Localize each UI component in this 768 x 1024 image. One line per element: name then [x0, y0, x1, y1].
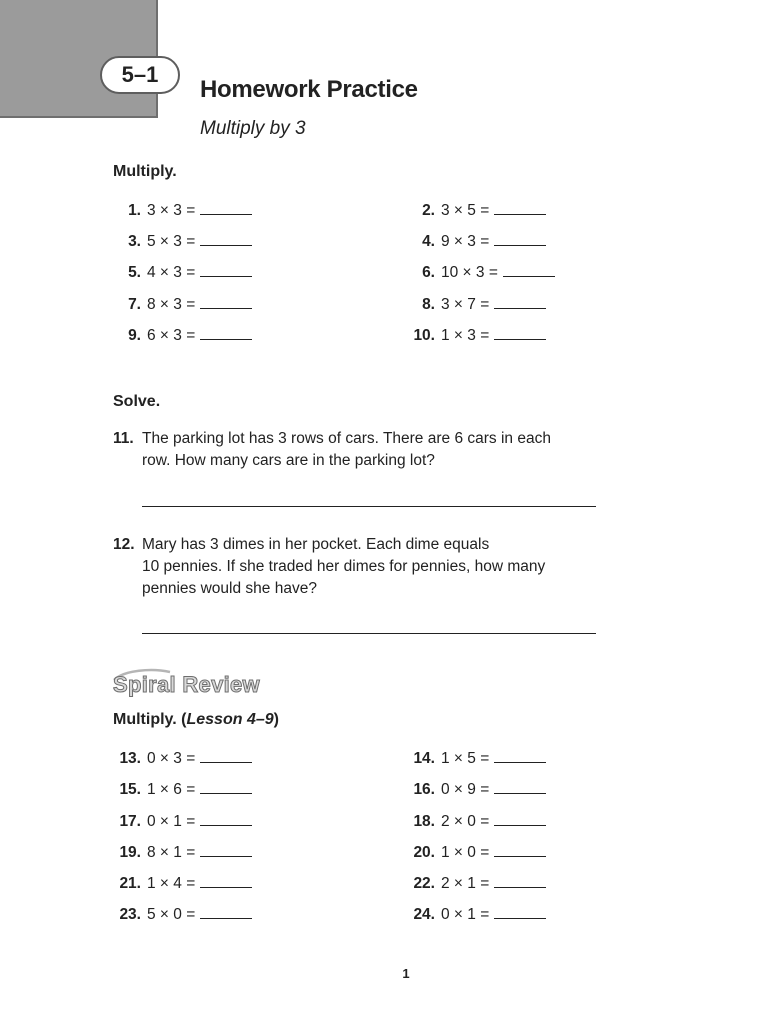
problem-22	[407, 873, 546, 893]
section-label-spiral-multiply	[113, 711, 279, 729]
problem-number: 8.	[422, 296, 435, 313]
problem-5	[113, 262, 252, 282]
problem-expression: 1 × 4 =	[147, 875, 196, 892]
answer-blank[interactable]	[494, 200, 546, 215]
spiral-label-paren-open: (	[176, 711, 187, 728]
problem-number: 18.	[413, 813, 435, 830]
problem-1	[113, 200, 252, 220]
section-label-solve: Solve.	[113, 393, 161, 410]
problem-16	[407, 779, 546, 799]
problem-expression: 10 × 3 =	[441, 264, 498, 281]
problem-13	[113, 748, 252, 768]
answer-blank[interactable]	[200, 231, 252, 246]
answer-blank[interactable]	[494, 748, 546, 763]
problem-expression: 9 × 3 =	[441, 233, 490, 250]
problem-number: 10.	[413, 327, 435, 344]
word-problem-line: 10 pennies. If she traded her dimes for pennies, how many	[142, 558, 546, 575]
problem-number: 24.	[413, 906, 435, 923]
problem-expression: 3 × 5 =	[441, 202, 490, 219]
problem-number: 2.	[422, 202, 435, 219]
lesson-badge: 5–1	[100, 56, 180, 94]
problem-17	[113, 811, 252, 831]
word-problem-line: Mary has 3 dimes in her pocket. Each dime equals	[142, 536, 490, 553]
problem-number: 23.	[119, 906, 141, 923]
problem-number: 15.	[119, 781, 141, 798]
problem-9	[113, 325, 252, 345]
problem-expression: 8 × 1 =	[147, 844, 196, 861]
answer-blank[interactable]	[200, 873, 252, 888]
answer-blank[interactable]	[200, 842, 252, 857]
page-subtitle: Multiply by 3	[200, 118, 306, 139]
problem-number: 19.	[119, 844, 141, 861]
word-problem-line: pennies would she have?	[142, 580, 317, 597]
spiral-label-text: Multiply.	[113, 711, 177, 728]
problem-24	[407, 904, 546, 924]
answer-blank[interactable]	[494, 325, 546, 340]
page-title: Homework Practice	[200, 76, 418, 103]
answer-line-12[interactable]	[142, 633, 596, 634]
spiral-label-paren-close: )	[273, 711, 279, 728]
answer-blank[interactable]	[494, 873, 546, 888]
problem-4	[407, 231, 546, 251]
problem-number: 6.	[422, 264, 435, 281]
problem-expression: 0 × 1 =	[441, 906, 490, 923]
problem-number: 21.	[119, 875, 141, 892]
problem-expression: 5 × 3 =	[147, 233, 196, 250]
lesson-reference: Lesson 4–9	[186, 711, 274, 728]
word-problem-12	[113, 534, 603, 600]
answer-blank[interactable]	[200, 904, 252, 919]
problem-expression: 3 × 7 =	[441, 296, 490, 313]
problem-number: 9.	[128, 327, 141, 344]
problem-number: 1.	[128, 202, 141, 219]
problem-expression: 1 × 6 =	[147, 781, 196, 798]
word-problem-line: The parking lot has 3 rows of cars. There are 6 cars in each	[142, 430, 551, 447]
problem-number: 4.	[422, 233, 435, 250]
problem-number: 17.	[119, 813, 141, 830]
problem-14	[407, 748, 546, 768]
problem-number: 3.	[128, 233, 141, 250]
answer-blank[interactable]	[494, 904, 546, 919]
problem-10	[407, 325, 546, 345]
answer-blank[interactable]	[503, 262, 555, 277]
problem-2	[407, 200, 546, 220]
section-label-multiply: Multiply.	[113, 163, 177, 180]
answer-blank[interactable]	[200, 748, 252, 763]
problem-expression: 5 × 0 =	[147, 906, 196, 923]
problem-expression: 8 × 3 =	[147, 296, 196, 313]
problem-3	[113, 231, 252, 251]
problem-number: 12.	[113, 536, 135, 553]
problem-number: 13.	[119, 750, 141, 767]
problem-expression: 0 × 1 =	[147, 813, 196, 830]
problem-number: 5.	[128, 264, 141, 281]
problem-number: 7.	[128, 296, 141, 313]
answer-blank[interactable]	[200, 200, 252, 215]
answer-blank[interactable]	[200, 262, 252, 277]
problem-number: 22.	[413, 875, 435, 892]
answer-blank[interactable]	[494, 294, 546, 309]
spiral-review-title: Spiral Review	[113, 672, 260, 697]
problem-19	[113, 842, 252, 862]
problem-expression: 1 × 5 =	[441, 750, 490, 767]
answer-blank[interactable]	[494, 811, 546, 826]
problem-20	[407, 842, 546, 862]
problem-number: 14.	[413, 750, 435, 767]
problem-number: 20.	[413, 844, 435, 861]
problem-expression: 0 × 3 =	[147, 750, 196, 767]
problem-expression: 0 × 9 =	[441, 781, 490, 798]
word-problem-line: row. How many cars are in the parking lot?	[142, 452, 435, 469]
answer-blank[interactable]	[494, 842, 546, 857]
problem-expression: 4 × 3 =	[147, 264, 196, 281]
problem-15	[113, 779, 252, 799]
problem-expression: 3 × 3 =	[147, 202, 196, 219]
problem-expression: 1 × 0 =	[441, 844, 490, 861]
problem-6	[407, 262, 555, 282]
problem-expression: 2 × 0 =	[441, 813, 490, 830]
problem-7	[113, 294, 252, 314]
problem-expression: 2 × 1 =	[441, 875, 490, 892]
problem-expression: 1 × 3 =	[441, 327, 490, 344]
problem-21	[113, 873, 252, 893]
answer-blank[interactable]	[200, 294, 252, 309]
problem-number: 11.	[113, 430, 134, 447]
problem-8	[407, 294, 546, 314]
problem-expression: 6 × 3 =	[147, 327, 196, 344]
answer-blank[interactable]	[200, 325, 252, 340]
problem-number: 16.	[413, 781, 435, 798]
page-number: 1	[402, 966, 410, 981]
answer-blank[interactable]	[200, 779, 252, 794]
problem-18	[407, 811, 546, 831]
word-problem-11	[113, 428, 603, 472]
answer-blank[interactable]	[200, 811, 252, 826]
answer-line-11[interactable]	[142, 506, 596, 507]
answer-blank[interactable]	[494, 779, 546, 794]
answer-blank[interactable]	[494, 231, 546, 246]
problem-23	[113, 904, 252, 924]
